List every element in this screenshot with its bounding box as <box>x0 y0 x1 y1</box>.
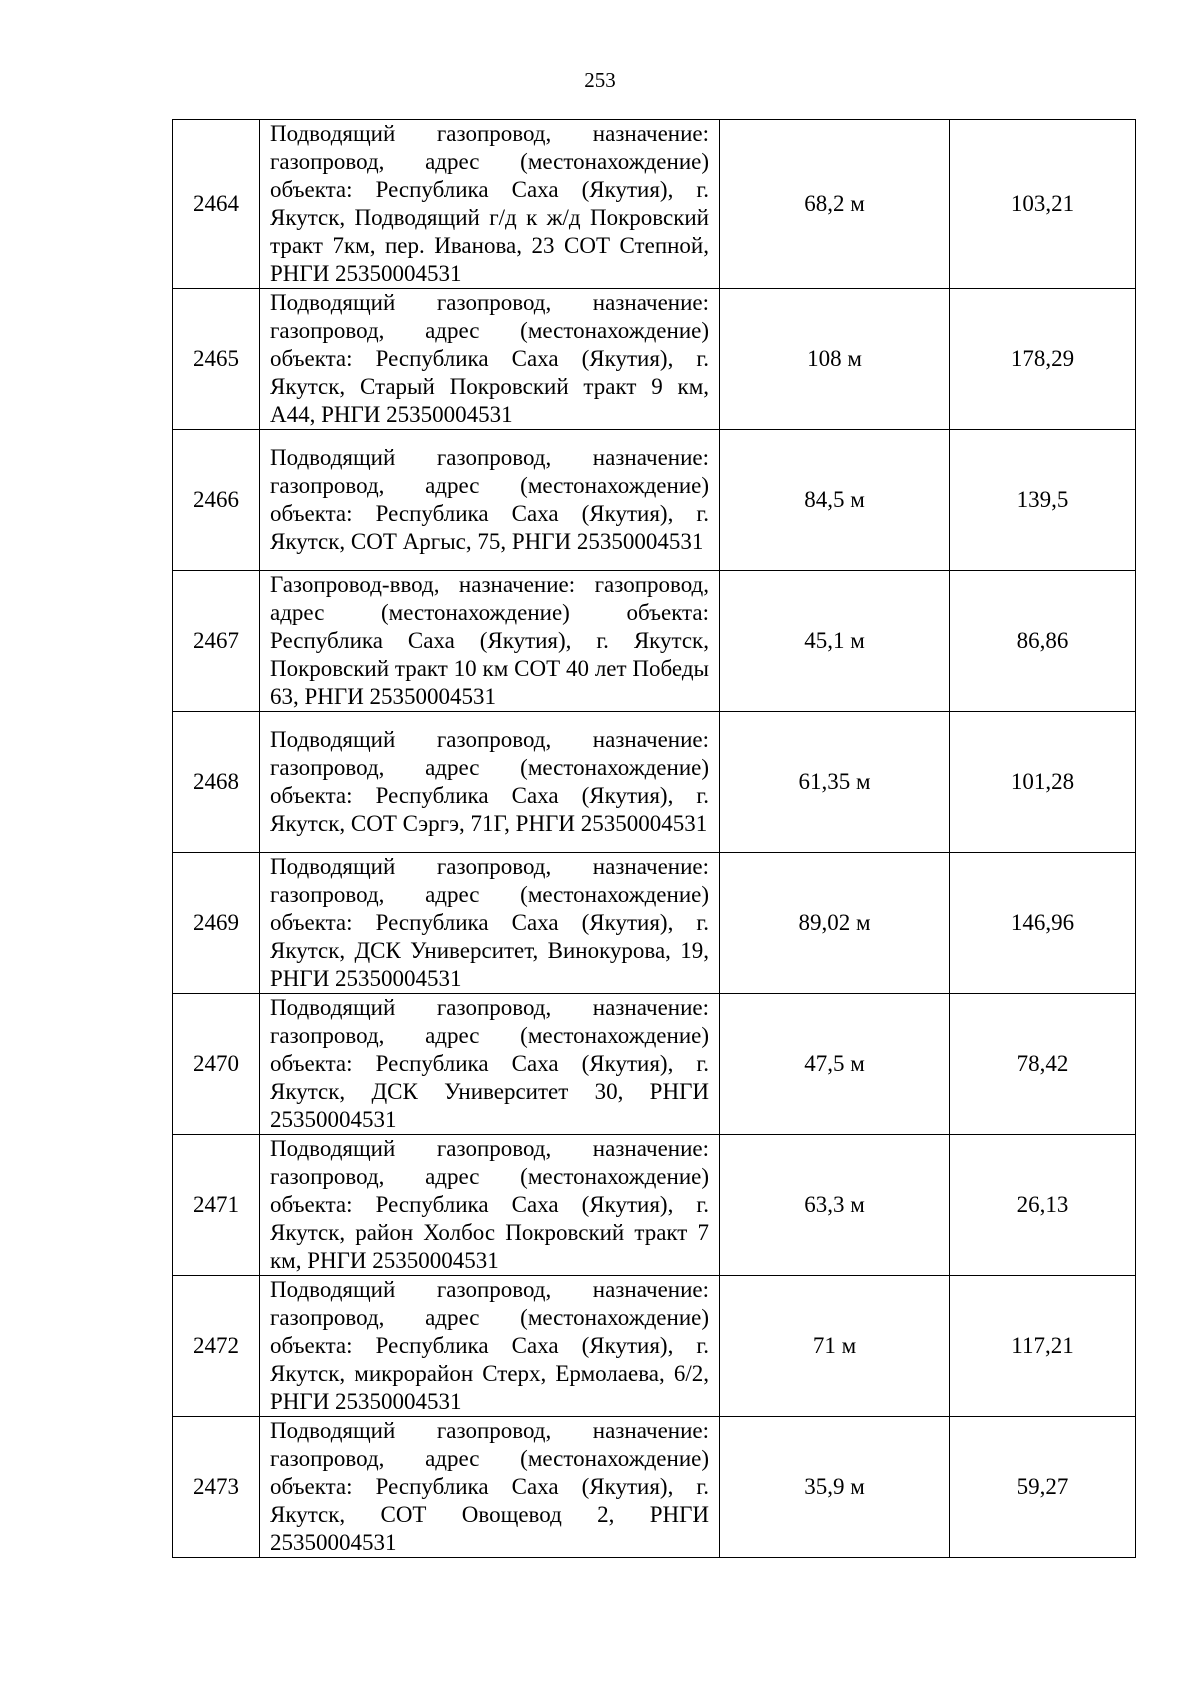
table-row <box>173 571 1136 712</box>
row-description-cell: Подводящий газопровод, назначение: газопровод, адрес (местонахождение) объекта: Республика Саха (Якутия), г. Якутск, микрорайон Стерх, Ермолаева, 6/2, РНГИ 25350004531 <box>260 1276 720 1417</box>
table-row <box>173 120 1136 289</box>
row-value-cell: 59,27 <box>950 1417 1136 1558</box>
row-value-cell: 178,29 <box>950 289 1136 430</box>
row-number-cell: 2471 <box>173 1135 260 1276</box>
registry-table-body <box>173 120 1136 1558</box>
row-number-cell: 2465 <box>173 289 260 430</box>
row-number-cell: 2467 <box>173 571 260 712</box>
table-row <box>173 1276 1136 1417</box>
row-description-cell: Подводящий газопровод, назначение: газопровод, адрес (местонахождение) объекта: Республика Саха (Якутия), г. Якутск, СОТ Овощевод 2, РНГИ 25350004531 <box>260 1417 720 1558</box>
row-number-cell: 2472 <box>173 1276 260 1417</box>
row-description-cell: Подводящий газопровод, назначение: газопровод, адрес (местонахождение) объекта: Республика Саха (Якутия), г. Якутск, СОТ Аргыс, 75, РНГИ 25350004531 <box>260 430 720 571</box>
row-value-cell: 139,5 <box>950 430 1136 571</box>
row-description-cell: Газопровод-ввод, назначение: газопровод, адрес (местонахождение) объекта: Республика Саха (Якутия), г. Якутск, Покровский тракт 10 км СОТ 40 лет Победы 63, РНГИ 25350004531 <box>260 571 720 712</box>
row-length-cell: 108 м <box>720 289 950 430</box>
row-length-cell: 68,2 м <box>720 120 950 289</box>
row-value-cell: 146,96 <box>950 853 1136 994</box>
row-number-cell: 2464 <box>173 120 260 289</box>
row-number-cell: 2466 <box>173 430 260 571</box>
row-value-cell: 101,28 <box>950 712 1136 853</box>
table-row <box>173 853 1136 994</box>
row-number-cell: 2473 <box>173 1417 260 1558</box>
table-row <box>173 289 1136 430</box>
row-description-cell: Подводящий газопровод, назначение: газопровод, адрес (местонахождение) объекта: Республика Саха (Якутия), г. Якутск, ДСК Университет 30, РНГИ 25350004531 <box>260 994 720 1135</box>
page-number: 253 <box>584 68 616 92</box>
table-row <box>173 1417 1136 1558</box>
row-description-cell: Подводящий газопровод, назначение: газопровод, адрес (местонахождение) объекта: Республика Саха (Якутия), г. Якутск, Старый Покровский тракт 9 км, А44, РНГИ 25350004531 <box>260 289 720 430</box>
row-description-cell: Подводящий газопровод, назначение: газопровод, адрес (местонахождение) объекта: Республика Саха (Якутия), г. Якутск, СОТ Сэргэ, 71Г, РНГИ 25350004531 <box>260 712 720 853</box>
row-length-cell: 35,9 м <box>720 1417 950 1558</box>
row-value-cell: 117,21 <box>950 1276 1136 1417</box>
row-value-cell: 103,21 <box>950 120 1136 289</box>
row-description-cell: Подводящий газопровод, назначение: газопровод, адрес (местонахождение) объекта: Республика Саха (Якутия), г. Якутск, ДСК Университет, Винокурова, 19, РНГИ 25350004531 <box>260 853 720 994</box>
row-length-cell: 71 м <box>720 1276 950 1417</box>
registry-table <box>172 119 1136 1558</box>
row-length-cell: 61,35 м <box>720 712 950 853</box>
row-length-cell: 45,1 м <box>720 571 950 712</box>
row-length-cell: 89,02 м <box>720 853 950 994</box>
row-length-cell: 63,3 м <box>720 1135 950 1276</box>
row-description-cell: Подводящий газопровод, назначение: газопровод, адрес (местонахождение) объекта: Республика Саха (Якутия), г. Якутск, Подводящий г/д к ж/д Покровский тракт 7км, пер. Иванова, 23 СОТ Степной, РНГИ 25350004531 <box>260 120 720 289</box>
row-length-cell: 84,5 м <box>720 430 950 571</box>
row-value-cell: 78,42 <box>950 994 1136 1135</box>
row-length-cell: 47,5 м <box>720 994 950 1135</box>
row-description-cell: Подводящий газопровод, назначение: газопровод, адрес (местонахождение) объекта: Республика Саха (Якутия), г. Якутск, район Холбос Покровский тракт 7 км, РНГИ 25350004531 <box>260 1135 720 1276</box>
table-row <box>173 712 1136 853</box>
row-number-cell: 2470 <box>173 994 260 1135</box>
table-row <box>173 430 1136 571</box>
table-row <box>173 1135 1136 1276</box>
table-row <box>173 994 1136 1135</box>
row-value-cell: 86,86 <box>950 571 1136 712</box>
row-number-cell: 2468 <box>173 712 260 853</box>
row-number-cell: 2469 <box>173 853 260 994</box>
row-value-cell: 26,13 <box>950 1135 1136 1276</box>
